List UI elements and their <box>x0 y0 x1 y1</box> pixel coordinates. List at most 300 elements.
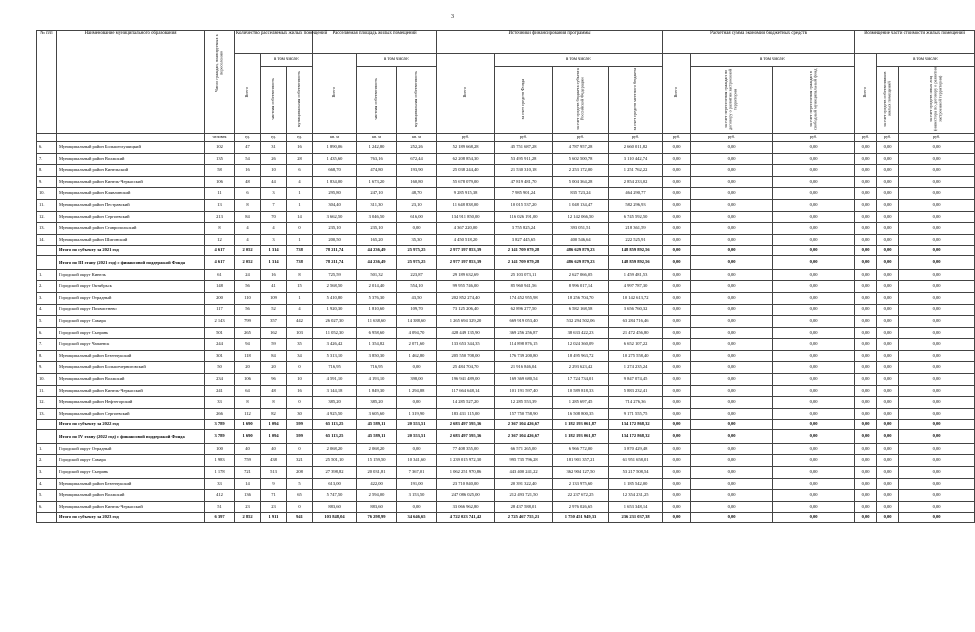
value-cell: 9 285 915,38 <box>437 188 495 200</box>
value-cell: 28 437 588,01 <box>495 501 553 513</box>
value-cell: 599 <box>287 420 313 429</box>
value-cell: 0,00 <box>899 269 975 281</box>
table-row <box>37 467 975 479</box>
value-cell: 33 066 962,80 <box>437 501 495 513</box>
value-cell: 1 265 694 329,20 <box>437 316 495 328</box>
table-row <box>37 269 975 281</box>
value-cell: 0,00 <box>855 374 877 386</box>
value-cell: 235,10 <box>357 223 397 235</box>
value-cell: 3 827 445,65 <box>495 234 553 246</box>
value-cell: 0,00 <box>773 281 855 293</box>
value-cell: 0,00 <box>899 304 975 316</box>
value-cell: 136 <box>235 490 261 502</box>
value-cell: 0,00 <box>773 429 855 443</box>
value-cell: 252,26 <box>397 142 437 154</box>
value-cell: 3 <box>261 234 287 246</box>
municipality-name: Городской округ Кинель <box>57 269 205 281</box>
value-cell: 716,95 <box>357 362 397 374</box>
value-cell: 6 <box>235 188 261 200</box>
value-cell: 0 <box>287 223 313 235</box>
value-cell: 0,00 <box>899 211 975 223</box>
municipality-name: Городской округ Самара <box>57 455 205 467</box>
value-cell: 0,00 <box>663 281 691 293</box>
value-cell: 501,32 <box>357 269 397 281</box>
value-cell: 109,70 <box>397 304 437 316</box>
row-number: 6. <box>37 142 57 154</box>
table-row <box>37 385 975 397</box>
value-cell: 4 <box>287 304 313 316</box>
value-cell: 3 870 429,48 <box>609 443 663 455</box>
value-cell: 0,00 <box>691 455 773 467</box>
value-cell: 0,00 <box>691 142 773 154</box>
row-number: 5. <box>37 316 57 328</box>
value-cell: 582 296,93 <box>609 199 663 211</box>
total-row <box>37 255 975 269</box>
value-cell: 0,00 <box>855 420 877 429</box>
value-cell: 0,00 <box>877 350 899 362</box>
value-cell: 0,00 <box>663 429 691 443</box>
value-cell: 0,00 <box>877 153 899 165</box>
row-number: 8. <box>37 165 57 177</box>
value-cell: 501 <box>205 327 235 339</box>
value-cell: 5 004 364,28 <box>553 176 609 188</box>
unit-cell: руб. <box>663 134 691 142</box>
value-cell: 8 <box>235 199 261 211</box>
value-cell: 10 589 818,33 <box>553 385 609 397</box>
value-cell: 4 193,10 <box>357 374 397 386</box>
value-cell: 0,00 <box>899 467 975 479</box>
value-cell: 0,00 <box>855 385 877 397</box>
value-cell: 78 211,74 <box>313 255 357 269</box>
value-cell: 0,00 <box>877 304 899 316</box>
value-cell: 26 <box>261 153 287 165</box>
value-cell: 0,00 <box>877 246 899 255</box>
unit-cell: руб. <box>877 134 899 142</box>
value-cell: 169 369 680,54 <box>495 374 553 386</box>
row-number <box>37 420 57 429</box>
value-cell: 157 750 758,90 <box>495 408 553 420</box>
value-cell: 4 722 023 741,42 <box>437 513 495 522</box>
value-cell: 0,00 <box>855 304 877 316</box>
value-cell: 5 747,50 <box>313 490 357 502</box>
value-cell: 0,00 <box>691 211 773 223</box>
unit-cell: руб. <box>691 134 773 142</box>
area-group-header: Расселяемая площадь жилых помещений <box>313 31 437 54</box>
municipality-name: Муниципальный район Большечерниговский <box>57 362 205 374</box>
unit-cell: кв. м <box>313 134 357 142</box>
total-row <box>37 513 975 522</box>
value-cell: 5 410,80 <box>313 292 357 304</box>
value-cell: 5 313,10 <box>313 350 357 362</box>
value-cell: 5 <box>287 478 313 490</box>
value-cell: 165,20 <box>357 234 397 246</box>
value-cell: 1 <box>287 234 313 246</box>
value-cell: 0,00 <box>877 327 899 339</box>
value-cell: 0,00 <box>899 176 975 188</box>
refund-group-header: Возмещение части стоимости жилых помещений <box>855 31 975 54</box>
value-cell: 0 <box>287 362 313 374</box>
value-cell: 357 <box>261 316 287 328</box>
value-cell: 1 983 <box>205 455 235 467</box>
value-cell: 0,00 <box>877 429 899 443</box>
refund-total-header: Всего <box>855 54 877 134</box>
municipality-name: Муниципальный район Безенчукский <box>57 478 205 490</box>
municipality-name: Муниципальный район Волжский <box>57 490 205 502</box>
value-cell: 2 725 467 755,21 <box>495 513 553 522</box>
value-cell: 716,95 <box>313 362 357 374</box>
table-row <box>37 176 975 188</box>
unit-cell: ед. <box>287 134 313 142</box>
value-cell: 183 431 115,00 <box>437 408 495 420</box>
value-cell: 0,00 <box>855 513 877 522</box>
value-cell: 2 976 026,65 <box>553 501 609 513</box>
value-cell: 52 <box>261 304 287 316</box>
value-cell: 0,00 <box>773 246 855 255</box>
value-cell: 4 450 518,20 <box>437 234 495 246</box>
value-cell: 738 <box>287 246 313 255</box>
value-cell: 6 652 107,22 <box>609 339 663 351</box>
table-row <box>37 362 975 374</box>
value-cell: 2 367 104 426,67 <box>495 420 553 429</box>
value-cell: 101 191 597,40 <box>495 385 553 397</box>
value-cell: 0,00 <box>899 292 975 304</box>
value-cell: 486 629 879,23 <box>553 246 609 255</box>
value-cell: 117 <box>205 304 235 316</box>
value-cell: 0,00 <box>773 455 855 467</box>
table-row <box>37 304 975 316</box>
value-cell: 135 <box>205 153 235 165</box>
value-cell: 0,00 <box>877 269 899 281</box>
municipality-name: Городской округ Сызрань <box>57 467 205 479</box>
value-cell: 301 <box>205 350 235 362</box>
value-cell: 26 027,30 <box>313 316 357 328</box>
value-cell: 0,00 <box>877 316 899 328</box>
value-cell: 0,00 <box>855 478 877 490</box>
value-cell: 3 <box>261 188 287 200</box>
value-cell: 0,00 <box>855 188 877 200</box>
municipality-name: Итого по III этапу (2021 год) с финансовой поддержкой Фонда <box>57 255 205 269</box>
table-row <box>37 199 975 211</box>
row-number: 11. <box>37 199 57 211</box>
value-cell: 0,00 <box>899 374 975 386</box>
table-row <box>37 339 975 351</box>
value-cell: 616,00 <box>397 211 437 223</box>
value-cell: 2 660 011,82 <box>609 142 663 154</box>
row-number: 10. <box>37 374 57 386</box>
value-cell: 941 <box>287 513 313 522</box>
value-cell: 0,00 <box>397 443 437 455</box>
municipality-name: Муниципальный район Кинель-Черкасский <box>57 176 205 188</box>
value-cell: 134 911 850,00 <box>437 211 495 223</box>
value-cell: 1 178 <box>205 467 235 479</box>
value-cell: 8 <box>235 397 261 409</box>
value-cell: 16 <box>287 142 313 154</box>
unit-cell: руб. <box>553 134 609 142</box>
value-cell: 0,00 <box>691 176 773 188</box>
value-cell: 1 274 235,24 <box>609 362 663 374</box>
value-cell: 474,80 <box>357 165 397 177</box>
value-cell: 1 239 015 972,30 <box>437 455 495 467</box>
value-cell: 40 <box>261 443 287 455</box>
value-cell: 0,00 <box>877 234 899 246</box>
value-cell: 0,00 <box>773 397 855 409</box>
value-cell: 2 052 <box>235 255 261 269</box>
value-cell: 222 525,91 <box>609 234 663 246</box>
value-cell: 0,00 <box>691 374 773 386</box>
value-cell: 4 591,10 <box>313 374 357 386</box>
value-cell: 0,00 <box>663 269 691 281</box>
row-number: 6. <box>37 327 57 339</box>
value-cell: 2 141 709 079,28 <box>495 246 553 255</box>
value-cell: 116 026 191,00 <box>495 211 553 223</box>
value-cell: 96 <box>261 374 287 386</box>
value-cell: 0,00 <box>663 292 691 304</box>
value-cell: 14 <box>235 478 261 490</box>
value-cell: 234 <box>205 374 235 386</box>
value-cell: 4 997 787,30 <box>609 281 663 293</box>
row-number: 4. <box>37 304 57 316</box>
value-cell: 1 690 <box>235 420 261 429</box>
row-number: 2. <box>37 281 57 293</box>
savings-dev-header: за счет переселения граждан по договору о развитии застроенной территории <box>691 67 773 134</box>
value-cell: 0,00 <box>899 199 975 211</box>
value-cell: 200 <box>205 292 235 304</box>
municipality-name: Городской округ Отрадный <box>57 443 205 455</box>
value-cell: 0,00 <box>899 429 975 443</box>
value-cell: 77 408 355,00 <box>437 443 495 455</box>
value-cell: 0 <box>287 501 313 513</box>
value-cell: 398,00 <box>397 374 437 386</box>
value-cell: 1 890,06 <box>313 142 357 154</box>
value-cell: 266 <box>205 408 235 420</box>
value-cell: 47 819 481,70 <box>495 176 553 188</box>
value-cell: 0,00 <box>691 292 773 304</box>
value-cell: 35,30 <box>397 234 437 246</box>
total-row <box>37 246 975 255</box>
value-cell: 0,00 <box>855 211 877 223</box>
value-cell: 9 171 555,75 <box>609 408 663 420</box>
value-cell: 883,60 <box>313 501 357 513</box>
row-number: 6. <box>37 501 57 513</box>
value-cell: 0,00 <box>773 408 855 420</box>
value-cell: 223,87 <box>397 269 437 281</box>
value-cell: 3 755 825,24 <box>495 223 553 235</box>
value-cell: 11 052,30 <box>313 327 357 339</box>
table-row <box>37 234 975 246</box>
value-cell: 2 253 172,00 <box>553 165 609 177</box>
value-cell: 7 985 901,24 <box>495 188 553 200</box>
value-cell: 3 110 442,74 <box>609 153 663 165</box>
value-cell: 0,00 <box>899 513 975 522</box>
value-cell: 8 996 017,14 <box>553 281 609 293</box>
value-cell: 45 751 687,28 <box>495 142 553 154</box>
table-row <box>37 397 975 409</box>
savings-total-header: Всего <box>663 54 691 134</box>
value-cell: 3 850,30 <box>357 350 397 362</box>
value-cell: 0,00 <box>773 316 855 328</box>
value-cell: 0,00 <box>691 385 773 397</box>
value-cell: 11 <box>205 188 235 200</box>
value-cell: 112 <box>235 408 261 420</box>
value-cell: 672,44 <box>397 153 437 165</box>
table-row <box>37 455 975 467</box>
value-cell: 181 901 357,21 <box>553 455 609 467</box>
value-cell: 0,00 <box>663 420 691 429</box>
value-cell: 1 <box>287 188 313 200</box>
value-cell: 30 <box>287 408 313 420</box>
value-cell: 8 <box>205 223 235 235</box>
value-cell: 0,00 <box>855 281 877 293</box>
value-cell: 3 426,42 <box>313 339 357 351</box>
value-cell: 9 <box>261 478 287 490</box>
value-cell: 1 653 348,14 <box>609 501 663 513</box>
value-cell: 20 031,81 <box>357 467 397 479</box>
value-cell: 14 <box>287 211 313 223</box>
value-cell: 0,00 <box>855 327 877 339</box>
row-number: 1. <box>37 443 57 455</box>
municipality-name: Городской округ Отрадный <box>57 292 205 304</box>
municipality-name: Муниципальный район Ставропольский <box>57 223 205 235</box>
value-cell: 56 <box>235 304 261 316</box>
row-number <box>37 246 57 255</box>
municipality-name: Городской округ Сызрань <box>57 327 205 339</box>
value-cell: 0,00 <box>773 165 855 177</box>
value-cell: 0,00 <box>855 176 877 188</box>
value-cell: 486 629 879,23 <box>553 255 609 269</box>
value-cell: 94 <box>235 339 261 351</box>
value-cell: 759 <box>235 455 261 467</box>
value-cell: 0,00 <box>899 420 975 429</box>
unit-cell: руб. <box>773 134 855 142</box>
value-cell: 20 553,51 <box>397 429 437 443</box>
value-cell: 883,60 <box>357 501 397 513</box>
municipality-name: Муниципальный район Волжский <box>57 153 205 165</box>
row-number: 13. <box>37 223 57 235</box>
units-row <box>37 134 975 142</box>
value-cell: 0,00 <box>899 350 975 362</box>
value-cell: 0,00 <box>877 176 899 188</box>
value-cell: 2 133 975,60 <box>553 478 609 490</box>
value-cell: 0,00 <box>663 153 691 165</box>
value-cell: 0,00 <box>855 316 877 328</box>
table-row <box>37 153 975 165</box>
value-cell: 25 038 244,40 <box>437 165 495 177</box>
value-cell: 995 735 796,28 <box>495 455 553 467</box>
value-cell: 0,00 <box>877 339 899 351</box>
value-cell: 0,00 <box>773 304 855 316</box>
value-cell: 0,00 <box>773 385 855 397</box>
row-number: 8. <box>37 350 57 362</box>
value-cell: 2 854 233,02 <box>609 176 663 188</box>
value-cell: 1 185 542,00 <box>609 478 663 490</box>
value-cell: 10 015 537,20 <box>495 199 553 211</box>
value-cell: 0,00 <box>691 199 773 211</box>
municipality-name: Муниципальный район Кинельский <box>57 165 205 177</box>
value-cell: 0,00 <box>855 153 877 165</box>
value-cell: 106 <box>235 374 261 386</box>
value-cell: 0,00 <box>855 362 877 374</box>
value-cell: 0,00 <box>899 339 975 351</box>
value-cell: 4 <box>235 234 261 246</box>
municipality-name: Муниципальный район Клявлинский <box>57 188 205 200</box>
value-cell: 247,10 <box>357 188 397 200</box>
value-cell: 205 550 708,00 <box>437 350 495 362</box>
value-cell: 63 284 716,46 <box>609 316 663 328</box>
value-cell: 0,00 <box>877 513 899 522</box>
municipality-name: Итого по IV этапу (2022 год) с финансовой поддержкой Фонда <box>57 429 205 443</box>
value-cell: 443 400 241,22 <box>495 467 553 479</box>
row-number: 12. <box>37 211 57 223</box>
value-cell: 3 662,50 <box>313 211 357 223</box>
row-number: 10. <box>37 188 57 200</box>
value-cell: 0,00 <box>899 327 975 339</box>
value-cell: 3 789 <box>205 420 235 429</box>
value-cell: 0,00 <box>691 420 773 429</box>
municipality-name: Городской округ Похвистнево <box>57 304 205 316</box>
value-cell: 3 144,18 <box>313 385 357 397</box>
value-cell: 193,90 <box>397 165 437 177</box>
refund-investor-header: за счет средств иных лиц (инвестора по договору о развитии застроенной территории) <box>899 67 975 134</box>
value-cell: 0,00 <box>877 385 899 397</box>
municipality-name: Городской округ Чапаевск <box>57 339 205 351</box>
value-cell: 0,00 <box>855 269 877 281</box>
finance-incl-header: в том числе: <box>495 54 663 67</box>
value-cell: 103 <box>287 327 313 339</box>
value-cell: 0,00 <box>877 455 899 467</box>
value-cell: 0,00 <box>855 255 877 269</box>
value-cell: 0,00 <box>663 350 691 362</box>
value-cell: 0,00 <box>899 246 975 255</box>
value-cell: 0,00 <box>855 443 877 455</box>
value-cell: 4 367 220,00 <box>437 223 495 235</box>
value-cell: 669 919 053,40 <box>495 316 553 328</box>
value-cell: 0,00 <box>899 408 975 420</box>
value-cell: 2 627 066,05 <box>553 269 609 281</box>
value-cell: 148 <box>205 281 235 293</box>
value-cell: 148 859 892,56 <box>609 255 663 269</box>
row-number <box>37 255 57 269</box>
value-cell: 148 859 892,56 <box>609 246 663 255</box>
value-cell: 1 062 251 970,86 <box>437 467 495 479</box>
value-cell: 0,00 <box>663 188 691 200</box>
value-cell: 99 955 746,00 <box>437 281 495 293</box>
value-cell: 0,00 <box>877 281 899 293</box>
value-cell: 0,00 <box>855 501 877 513</box>
value-cell: 6 958,60 <box>357 327 397 339</box>
value-cell: 0,00 <box>855 467 877 479</box>
row-number: 4. <box>37 478 57 490</box>
value-cell: 321 <box>287 455 313 467</box>
unit-cell: человек <box>205 134 235 142</box>
value-cell: 311,30 <box>357 199 397 211</box>
value-cell: 0 <box>287 443 313 455</box>
value-cell: 3 605,60 <box>357 408 397 420</box>
value-cell: 295,80 <box>313 188 357 200</box>
value-cell: 11 648 838,00 <box>437 199 495 211</box>
value-cell: 44 236,49 <box>357 246 397 255</box>
value-cell: 0,00 <box>773 420 855 429</box>
row-number: 11. <box>37 385 57 397</box>
value-cell: 25 103 073,11 <box>495 269 553 281</box>
value-cell: 2 852 <box>235 513 261 522</box>
row-number: 3. <box>37 467 57 479</box>
count-group-header: Количество расселяемых жилых помещений <box>235 31 313 54</box>
value-cell: 50 <box>205 362 235 374</box>
value-cell: 28 <box>287 153 313 165</box>
value-cell: 12 142 066,50 <box>553 211 609 223</box>
value-cell: 0,00 <box>663 339 691 351</box>
value-cell: 4 <box>261 223 287 235</box>
